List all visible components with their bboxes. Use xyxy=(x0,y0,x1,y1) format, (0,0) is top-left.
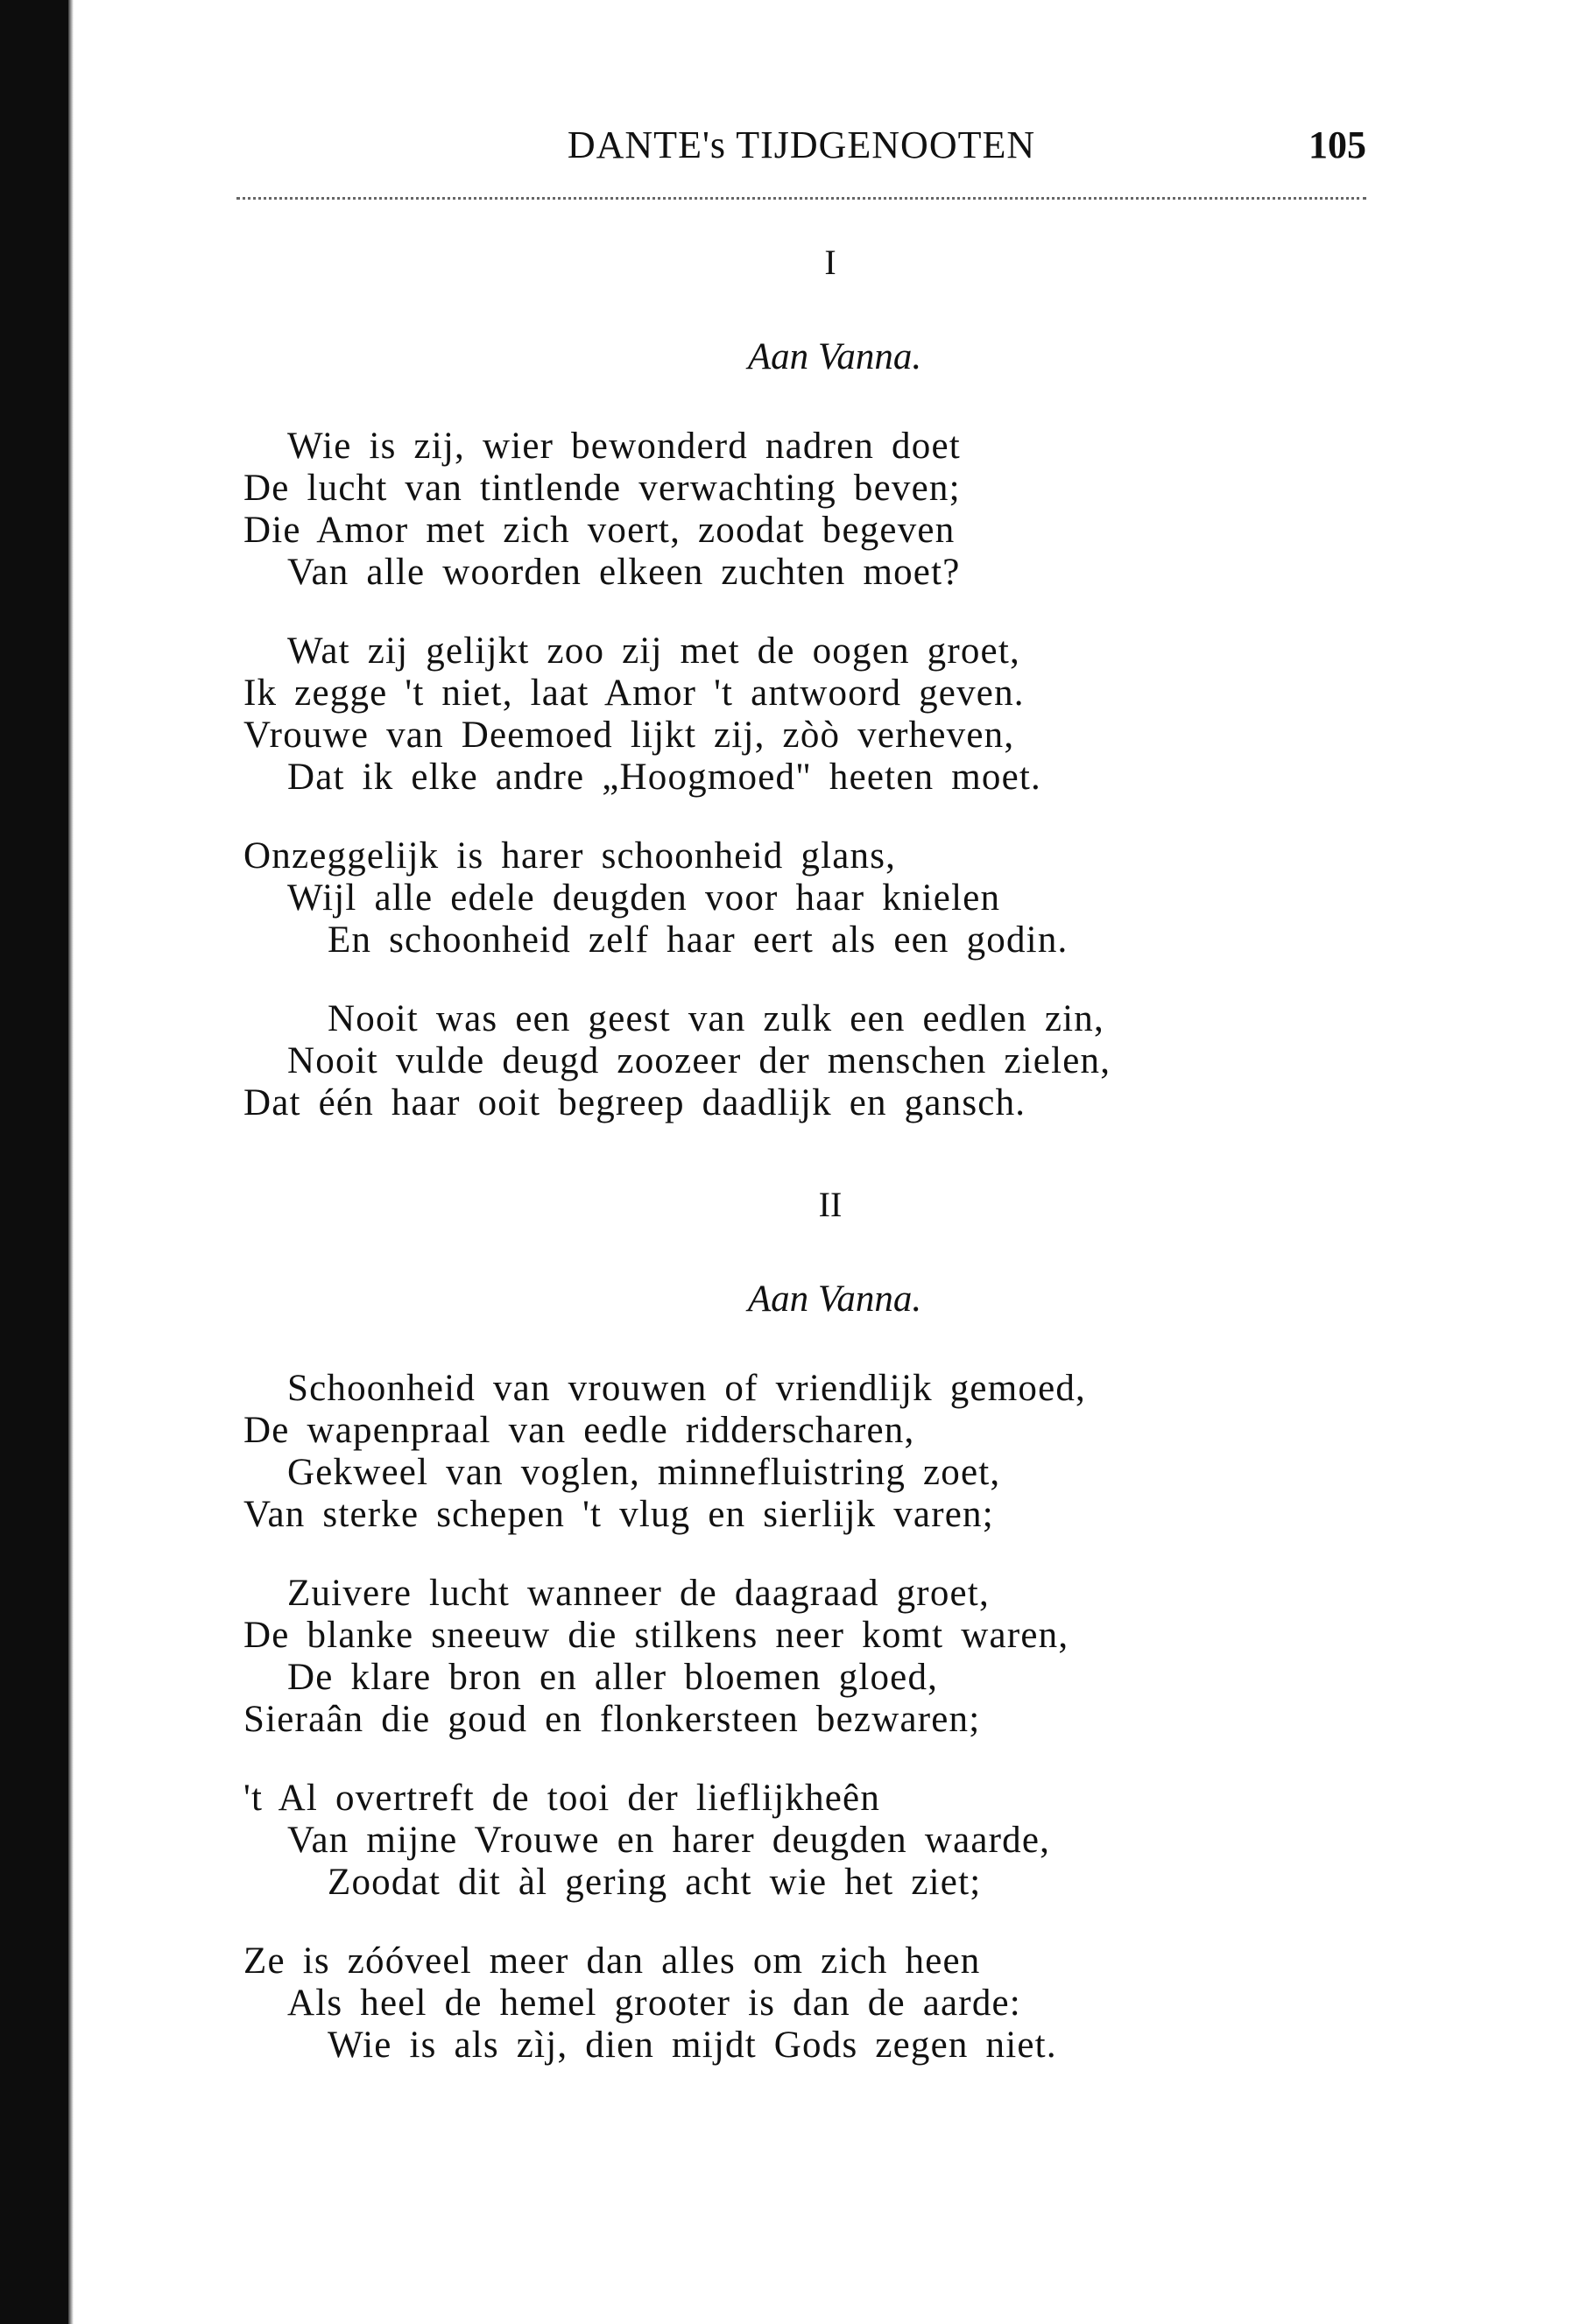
verse-line: Die Amor met zich voert, zoodat begeven xyxy=(243,510,956,551)
verse-line: Dat ik elke andre „Hoogmoed" heeten moet. xyxy=(287,757,1041,798)
verse-line: Wie is zij, wier bewonderd nadren doet xyxy=(287,426,961,467)
verse-line: De blanke sneeuw die stilkens neer komt waren, xyxy=(243,1615,1069,1656)
verse-line: Nooit was een geest van zulk een eedlen zin, xyxy=(328,998,1104,1039)
verse-line: Gekweel van voglen, minnefluistring zoet, xyxy=(287,1452,1001,1493)
poem-1-heading: Aan Vanna. xyxy=(747,336,922,377)
verse-line: Vrouwe van Deemoed lijkt zij, zòò verheven, xyxy=(243,715,1015,756)
verse-line: 't Al overtreft de tooi der lieflijkheên xyxy=(243,1778,881,1819)
verse-line: Zuivere lucht wanneer de daagraad groet, xyxy=(287,1573,990,1614)
verse-line: De lucht van tintlende verwachting beven; xyxy=(243,468,961,509)
verse-line: Dat één haar ooit begreep daadlijk en gansch. xyxy=(243,1082,1026,1123)
verse-line: De wapenpraal van eedle ridderscharen, xyxy=(243,1410,915,1451)
verse-line: Zoodat dit àl gering acht wie het ziet; xyxy=(328,1862,982,1903)
poem-1-stanza-2 xyxy=(243,630,1356,799)
running-title: DANTE's TIJDGENOOTEN xyxy=(567,123,1036,166)
poem-1-stanza-1 xyxy=(243,426,1356,594)
verse-line: Van mijne Vrouwe en harer deugden waarde, xyxy=(287,1820,1051,1861)
verse-line: Van sterke schepen 't vlug en sierlijk varen; xyxy=(243,1494,994,1535)
poem-1-stanza-4 xyxy=(243,998,1356,1124)
verse-line: Van alle woorden elkeen zuchten moet? xyxy=(287,552,961,593)
verse-line: Wie is als zìj, dien mijdt Gods zegen niet. xyxy=(328,2025,1057,2066)
poem-2-stanza-2 xyxy=(243,1573,1356,1741)
header-dotted-rule xyxy=(236,197,1366,200)
poem-1-numeral: I xyxy=(824,243,836,282)
book-spine-shadow xyxy=(0,0,68,2324)
verse-line: Ik zegge 't niet, laat Amor 't antwoord geven. xyxy=(243,673,1025,714)
poem-2-stanza-1 xyxy=(243,1368,1356,1536)
verse-line: Als heel de hemel grooter is dan de aarde: xyxy=(287,1982,1021,2024)
page-body xyxy=(243,228,1356,2067)
verse-line: Onzeggelijk is harer schoonheid glans, xyxy=(243,835,897,877)
verse-line: Schoonheid van vrouwen of vriendlijk gemoed, xyxy=(287,1368,1087,1409)
verse-line: Ze is zóóveel meer dan alles om zich heen xyxy=(243,1940,981,1982)
verse-line: Wat zij gelijkt zoo zij met de oogen groet, xyxy=(287,630,1020,672)
poem-2-heading: Aan Vanna. xyxy=(747,1278,922,1320)
verse-line: Sieraân die goud en flonkersteen bezwaren; xyxy=(243,1699,981,1740)
verse-line: Wijl alle edele deugden voor haar knielen xyxy=(287,877,1001,919)
poem-1-stanza-3 xyxy=(243,835,1356,961)
verse-line: De klare bron en aller bloemen gloed, xyxy=(287,1657,939,1698)
spine-edge-gradient xyxy=(68,0,74,2324)
page-number: 105 xyxy=(1308,123,1366,166)
running-head xyxy=(236,123,1366,184)
verse-line: En schoonheid zelf haar eert als een godin. xyxy=(328,919,1069,961)
poem-2-stanza-4 xyxy=(243,1940,1356,2067)
poem-2-numeral: II xyxy=(818,1185,843,1224)
poem-2-stanza-3 xyxy=(243,1778,1356,1904)
verse-line: Nooit vulde deugd zoozeer der menschen zielen, xyxy=(287,1040,1111,1081)
